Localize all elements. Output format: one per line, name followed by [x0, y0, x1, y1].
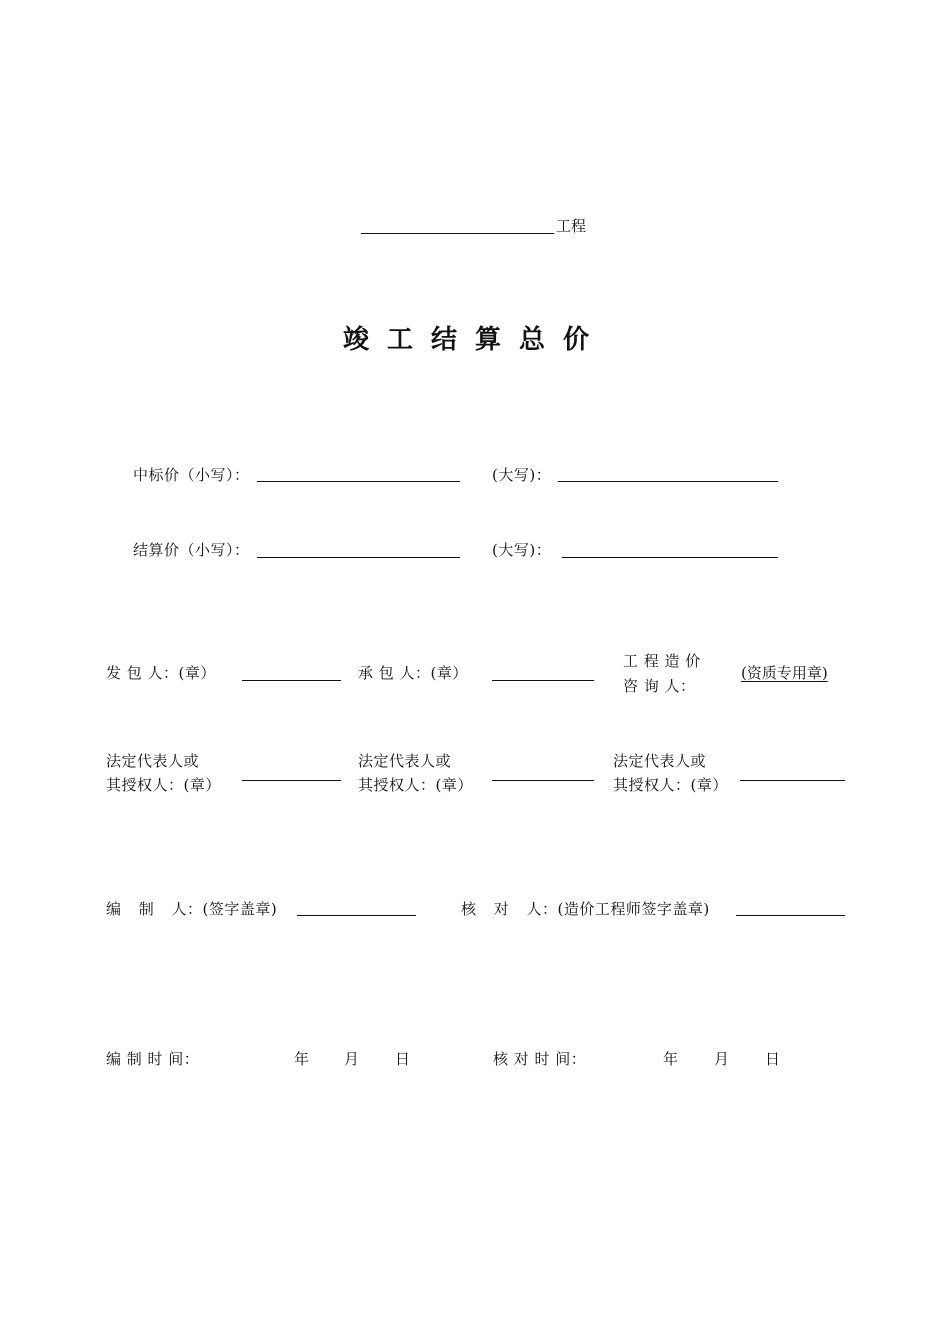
contractor-rep-label-line1: 法定代表人或: [358, 752, 452, 770]
consultant-rep-field[interactable]: [740, 780, 845, 781]
checker-label: 核 对 人：(造价工程师签字盖章): [461, 900, 710, 918]
check-time-label: 核 对 时 间：: [493, 1050, 587, 1068]
checker-signature-field[interactable]: [736, 915, 845, 916]
employer-rep-label-line2: 其授权人：(章）: [106, 776, 221, 794]
bid-price-small-label: 中标价（小写）：: [133, 466, 250, 484]
settle-price-big-field[interactable]: [562, 557, 778, 558]
qualification-seal-field[interactable]: (资质专用章): [741, 664, 828, 682]
compiler-signature-field[interactable]: [297, 915, 416, 916]
check-year-label: 年: [663, 1050, 679, 1068]
bid-price-small-field[interactable]: [257, 481, 460, 482]
employer-label: 发 包 人：(章）: [106, 664, 216, 682]
bid-price-big-field[interactable]: [558, 481, 778, 482]
check-month-label: 月: [714, 1050, 730, 1068]
consultant-label-line2: 咨 询 人：: [623, 677, 696, 695]
compile-time-label: 编 制 时 间：: [106, 1050, 200, 1068]
employer-rep-label-line1: 法定代表人或: [106, 752, 200, 770]
compile-month-label: 月: [344, 1050, 360, 1068]
settle-price-small-field[interactable]: [257, 557, 460, 558]
employer-rep-field[interactable]: [242, 780, 341, 781]
project-name-underline[interactable]: [361, 233, 554, 234]
consultant-rep-label-line1: 法定代表人或: [613, 752, 707, 770]
bid-price-big-label: (大写)：: [492, 466, 552, 484]
employer-seal-field[interactable]: [242, 680, 341, 681]
settle-price-small-label: 结算价（小写）：: [133, 541, 250, 559]
compile-year-label: 年: [294, 1050, 310, 1068]
consultant-label-line1: 工 程 造 价: [623, 652, 701, 670]
project-suffix: 工程: [556, 217, 587, 235]
contractor-rep-label-line2: 其授权人：(章）: [358, 776, 473, 794]
compile-day-label: 日: [395, 1050, 411, 1068]
settle-price-big-label: (大写)：: [492, 541, 552, 559]
contractor-rep-field[interactable]: [492, 780, 594, 781]
compiler-label: 编 制 人：(签字盖章): [106, 900, 278, 918]
page-title: 竣工结算总价: [342, 325, 607, 355]
contractor-seal-field[interactable]: [492, 680, 594, 681]
contractor-label: 承 包 人：(章）: [358, 664, 468, 682]
check-day-label: 日: [765, 1050, 781, 1068]
consultant-rep-label-line2: 其授权人：(章）: [613, 776, 728, 794]
